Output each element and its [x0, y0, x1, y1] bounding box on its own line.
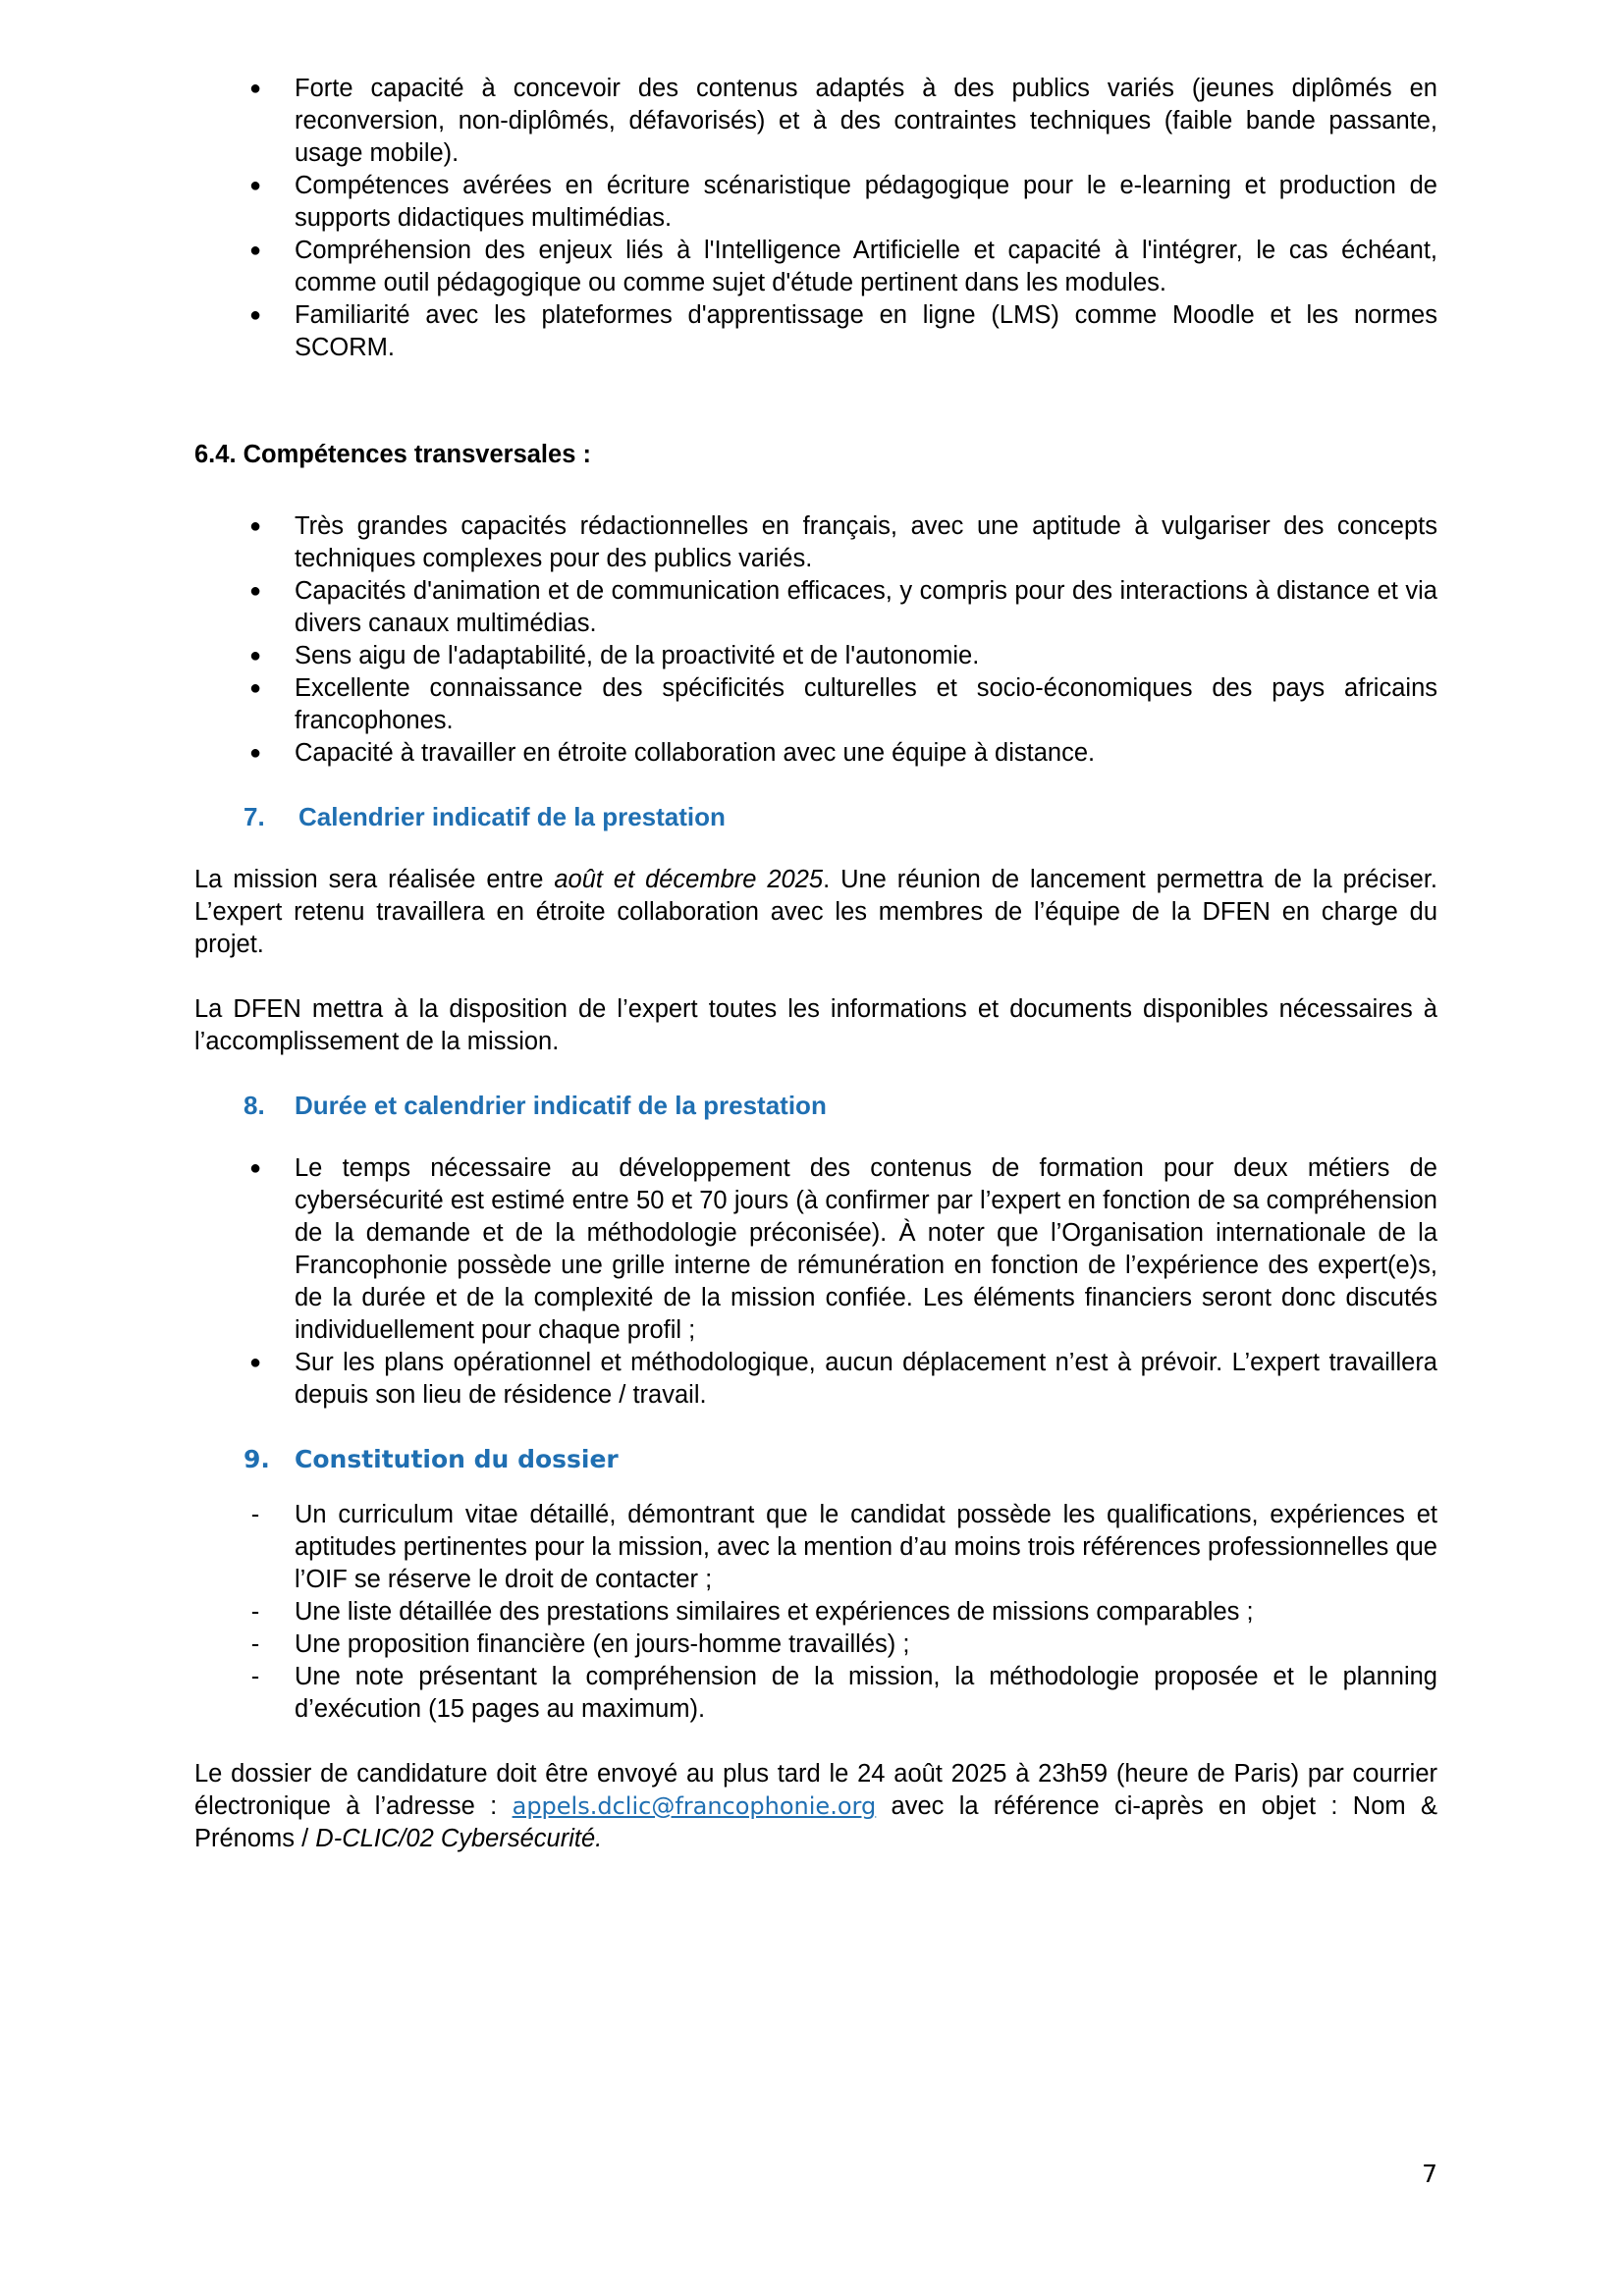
bullet-icon: ●: [248, 240, 262, 261]
dash-icon: -: [250, 1663, 260, 1690]
dash-icon: -: [250, 1501, 260, 1528]
submission-paragraph: [194, 1758, 1437, 1855]
bullet-icon: ●: [248, 1352, 262, 1373]
paragraph-text: La mission sera réalisée entre: [194, 866, 555, 893]
dash-icon: -: [250, 1598, 260, 1626]
paragraph-text: . Une réunion de lancement permettra de la préciser. L’expert retenu travaillera en étroite collaboration avec les membres de l’équipe de la DFEN en charge du projet.: [194, 866, 1437, 958]
list-item: [194, 737, 1437, 770]
list-item: [194, 575, 1437, 640]
paragraph-text: avec la référence ci-après en objet : Nom & Prénoms /: [194, 1792, 1437, 1852]
dossier-list: [194, 1499, 1437, 1726]
section-title: Calendrier indicatif de la prestation: [298, 802, 726, 831]
duration-list: [194, 1152, 1437, 1412]
section-number: 7.: [244, 802, 265, 831]
list-item-text: Un curriculum vitae détaillé, démontrant que le candidat possède les qualifications, expériences et aptitudes pertinentes pour la mission, avec la mention d’au moins trois références professionnelles que l’OIF se réserve le droit de contacter ;: [295, 1501, 1437, 1593]
reference-code: D-CLIC/02 Cybersécurité.: [315, 1825, 603, 1852]
list-item: [194, 1152, 1437, 1347]
section-8-heading: [194, 1090, 1437, 1122]
list-item-text: Sens aigu de l'adaptabilité, de la proactivité et de l'autonomie.: [295, 642, 980, 669]
bullet-icon: ●: [248, 78, 262, 99]
list-item-text: Très grandes capacités rédactionnelles en français, avec une aptitude à vulgariser des concepts techniques complexes pour des publics variés.: [295, 512, 1437, 572]
list-item-text: Le temps nécessaire au développement des contenus de formation pour deux métiers de cybersécurité est estimé entre 50 et 70 jours (à confirmer par l’expert en fonction de sa compréhension de la demande et de la méthodologie préconisée). À noter que l’Organisation internationale de la Francophonie possède une grille interne de rémunération en fonction de l’expérience des expert(e)s, de la durée et de la complexité de la mission confiée. Les éléments financiers seront donc discutés individuellement pour chaque profil ;: [295, 1154, 1437, 1344]
list-item: [194, 1629, 1437, 1661]
bullet-icon: ●: [248, 515, 262, 537]
bullet-icon: ●: [248, 742, 262, 764]
section-6-4-heading: 6.4. Compétences transversales :: [194, 441, 591, 468]
list-item-text: Compétences avérées en écriture scénaristique pédagogique pour le e-learning et production de supports didactiques multimédias.: [295, 172, 1437, 232]
list-item: [194, 235, 1437, 299]
bullet-icon: ●: [248, 580, 262, 602]
list-item-text: Familiarité avec les plateformes d'apprentissage en ligne (LMS) comme Moodle et les normes SCORM.: [295, 301, 1437, 361]
list-item-text: Compréhension des enjeux liés à l'Intelligence Artificielle et capacité à l'intégrer, le cas échéant, comme outil pédagogique ou comme sujet d'étude pertinent dans les modules.: [295, 237, 1437, 296]
list-item: [194, 1596, 1437, 1629]
list-item: [194, 299, 1437, 364]
list-item-text: Une note présentant la compréhension de la mission, la méthodologie proposée et le planning d’exécution (15 pages au maximum).: [295, 1663, 1437, 1723]
section-number: 8.: [244, 1091, 265, 1120]
page-number: 7: [1422, 2160, 1437, 2188]
paragraph-text: Le dossier de candidature doit être envoyé au plus tard le 24 août 2025 à 23h59 (heure de Paris) par courrier électronique à l’adresse :: [194, 1760, 1437, 1820]
list-item-text: Capacités d'animation et de communication efficaces, y compris pour des interactions à distance et via divers canaux multimédias.: [295, 577, 1437, 637]
mission-period: août et décembre 2025: [554, 866, 824, 893]
list-item: [194, 73, 1437, 170]
transversal-skills-list: [194, 510, 1437, 770]
document-page: [194, 73, 1437, 1855]
list-item-text: Excellente connaissance des spécificités culturelles et socio-économiques des pays africains francophones.: [295, 674, 1437, 734]
skills-list: [194, 73, 1437, 364]
section-7-paragraph-2: La DFEN mettra à la disposition de l’expert toutes les informations et documents disponibles nécessaires à l’accomplissement de la mission.: [194, 995, 1437, 1055]
list-item: [194, 170, 1437, 235]
bullet-icon: ●: [248, 1157, 262, 1179]
bullet-icon: ●: [248, 175, 262, 196]
section-7-heading: [194, 801, 1437, 833]
section-title: Constitution du dossier: [295, 1445, 619, 1473]
list-item: [194, 1661, 1437, 1726]
list-item: [194, 672, 1437, 737]
list-item: [194, 510, 1437, 575]
list-item: [194, 640, 1437, 672]
section-number: 9.: [244, 1445, 270, 1473]
list-item: [194, 1347, 1437, 1412]
bullet-icon: ●: [248, 304, 262, 326]
list-item-text: Capacité à travailler en étroite collaboration avec une équipe à distance.: [295, 739, 1096, 767]
email-link[interactable]: appels.dclic@francophonie.org: [512, 1792, 877, 1820]
section-7-paragraph-1: [194, 864, 1437, 961]
bullet-icon: ●: [248, 645, 262, 667]
list-item-text: Une liste détaillée des prestations similaires et expériences de missions comparables ;: [295, 1598, 1254, 1626]
dash-icon: -: [250, 1630, 260, 1658]
list-item-text: Une proposition financière (en jours-homme travaillés) ;: [295, 1630, 910, 1658]
list-item-text: Forte capacité à concevoir des contenus adaptés à des publics variés (jeunes diplômés en reconversion, non-diplômés, défavorisés) et à des contraintes techniques (faible bande passante, usage mobile).: [295, 75, 1437, 167]
section-title: Durée et calendrier indicatif de la prestation: [295, 1091, 827, 1120]
bullet-icon: ●: [248, 677, 262, 699]
list-item: [194, 1499, 1437, 1596]
section-9-heading: [194, 1443, 1437, 1475]
list-item-text: Sur les plans opérationnel et méthodologique, aucun déplacement n’est à prévoir. L’expert travaillera depuis son lieu de résidence / travail.: [295, 1349, 1437, 1409]
